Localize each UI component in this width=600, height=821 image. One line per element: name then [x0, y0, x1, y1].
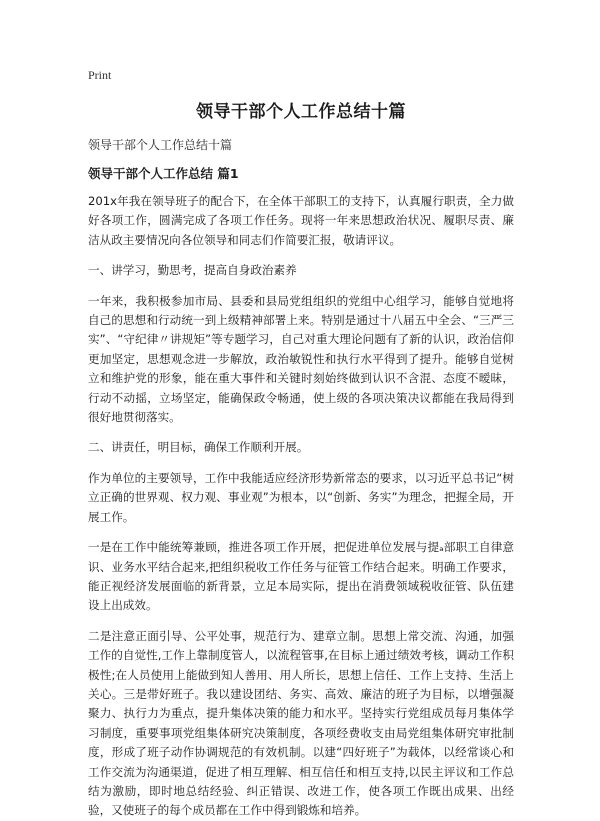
document-title: 领导干部个人工作总结十篇: [196, 102, 406, 122]
document-subtitle: 领导干部个人工作总结十篇: [88, 138, 233, 152]
paragraph-study: 一年来，我积极参加市局、县委和县局党组组织的党组中心组学习，能够自觉地将自己的思想和行动统一到上级精神部署上来。特别是通过十八届五中全会、“三严三实”、“守纪律〃讲规矩”等专题学习，自己对重大理论问题有了新的认识，政治信仰更加坚定，思想观念进一步解放，政治敏锐性和执行水平得到了提升。能够自觉树立和维护党的形象，能在重大事件和关键时刻始终做到认识不含混、态度不暧昧，行动不动摇，立场坚定，能确保政令畅通，使上级的各项决策决议都能在我局得到很好地贯彻落实。: [88, 293, 514, 425]
print-link[interactable]: Print: [88, 68, 112, 82]
paragraph-intro: 201x年我在领导班子的配合下，在全体干部职工的支持下，认真履行职责，全力做好各项工作，圆满完成了各项工作任务。现将一年来思想政治状况、履职尽责、廉洁从政主要情况向各位领导和同志们作简要汇报，敬请评议。: [88, 194, 514, 247]
paragraph-responsibility: 作为单位的主要领导，工作中我能适应经济形势新常态的要求，以习近平总书记“树立正确的世界观、权力观、事业观”为根本，以“创新、务实”为理念，把握全局，开展工作。: [88, 470, 514, 524]
paragraph-heading-2: 二、讲责任，明目标，确保工作顺利开展。: [88, 440, 309, 455]
paragraph-point-1: 一是在工作中能统筹兼顾，推进各项工作开展，把促进单位发展与提ₐ部职工自律意识、业务水平结合起来,把组织税收工作任务与征管工作结合起来。明确工作要求，能正视经济发展面临的新背景，立足本局实际，提出在消费领域税收征管、队伍建设上出成效。: [88, 540, 514, 613]
paragraph-heading-1: 一、讲学习，勤思考，提高自身政治素养: [88, 263, 297, 278]
section-heading: 领导干部个人工作总结 篇1: [88, 166, 239, 181]
paragraph-point-2: 二是注意正面引导、公平处事，规范行为、建章立制。思想上常交流、沟通，加强工作的自觉性,工作上靠制度管人，以流程管事,在目标上通过绩效考核，调动工作积极性;在人员使用上能做到知人善用、用人所长，思想上信任、工作上支持、生活上关心。三是带好班子。我以建设团结、务实、高效、廉洁的班子为目标，以增强凝聚力、执行力为重点，提升集体决策的能力和水平。坚持实行党组成员每月集体学习制度，重要事项党组集体研究决策制度，各项经费收支由局党组集体研究审批制度，形成了班子动作协调规范的有效机制。以建“四好班子”为载体，以经常谈心和工作交流为沟通渠道，促进了相互理解、相互信任和相互支持,以民主评议和工作总结为激励，即时地总结经验、纠正错误、改进工作，使各项工作既出成果、出经验，又使班子的每个成员都在工作中得到锻炼和培养。: [88, 628, 514, 818]
